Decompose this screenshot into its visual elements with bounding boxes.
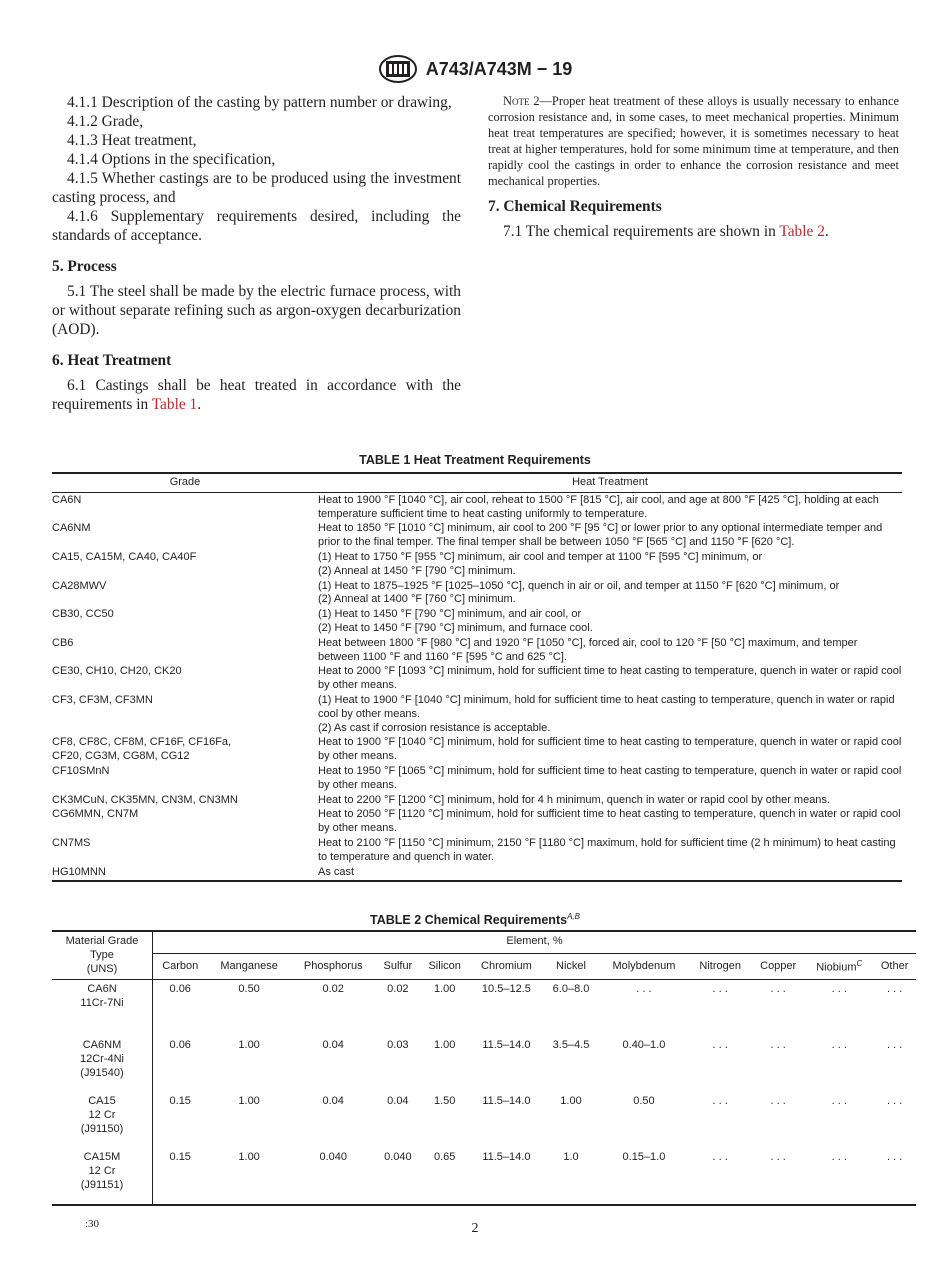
element-value-cell: . . . [751,1148,805,1205]
heat-treatment-alternative-text: (2) Anneal at 1400 °F [760 °C] minimum. [318,593,516,606]
column-header-material-grade [52,931,153,980]
grade-text: CK3MCuN, CK35MN, CN3M, CN3MN [52,793,238,806]
section-7-body: 7.1 The chemical requirements are shown in [503,223,780,240]
grade-text: CA6N [52,493,82,506]
element-value-cell: . . . [886,1095,903,1108]
section-7-text [488,222,899,241]
column-header-carbon [153,953,208,980]
column-header-label: Nickel [556,959,586,972]
table-2-title-footnote: A,B [567,912,580,921]
column-header-copper [751,953,805,980]
table-row [52,636,902,665]
element-value-cell: 6.0–8.0 [552,983,590,996]
grade-cell [52,521,318,550]
table-row [52,521,902,550]
grade-text: CF3, CF3M, CF3MN [52,693,153,706]
heat-treatment-cell [318,693,902,735]
grade-text: CA28MWV [52,579,107,592]
heat-treatment-text: Heat to 2050 °F [1120 °C] minimum, hold for sufficient time to heat casting to temperature, quench in water or rapid cool by other means. [318,808,901,835]
material-grade-line: CA6N [87,983,117,996]
grade-text: CF8, CF8C, CF8M, CF16F, CF16Fa, [52,736,232,749]
element-value-cell: 0.02 [387,983,409,996]
heat-treatment-alternative-text: (2) Heat to 1450 °F [790 °C] minimum, and furnace cool. [318,621,593,634]
grade-text: CB6 [52,636,74,649]
heat-treatment-cell [318,807,902,836]
element-value-cell: 3.5–4.5 [552,1039,590,1052]
grade-text-continued: CF20, CG3M, CG8M, CG12 [52,750,190,763]
grade-cell [52,735,318,764]
material-grade-line: 12Cr-4Ni [79,1053,124,1066]
element-value-cell: . . . [712,1095,728,1108]
niobium-footnote: C [856,959,863,969]
material-grade-line: CA15M [83,1151,121,1164]
material-grade-cell [52,1148,153,1205]
element-value-cell: 0.04 [322,1039,344,1052]
grade-text: CG6MMN, CN7M [52,808,139,821]
table-row [52,980,916,1037]
column-header-label: Niobium [816,962,857,974]
column-header-label: Molybdenum [612,959,676,972]
element-value-cell: . . . [886,983,903,996]
element-value-cell: . . . [831,1039,847,1052]
section-7-title: 7. Chemical Requirements [488,198,662,215]
table-row [52,836,902,865]
grade-cell [52,664,318,693]
material-grade-line: CA6NM [82,1039,122,1052]
column-header-label: Nitrogen [699,959,741,972]
element-value-cell: . . . [689,1148,751,1205]
element-value-cell: . . . [770,1095,786,1108]
heat-treatment-text: Heat to 1950 °F [1065 °C] minimum, hold for sufficient time to heat casting to temperature, quench in water or rapid cool by other means. [318,764,902,791]
element-value-cell: . . . [770,1039,786,1052]
table-row [52,807,902,836]
element-value-cell: 10.5–12.5 [481,983,531,996]
element-value-cell: . . . [805,1148,873,1205]
heat-treatment-cell [318,836,902,865]
element-value-cell: 1.00 [433,983,456,996]
table-2-title-text: TABLE 2 Chemical Requirements [370,913,568,928]
table-row [52,865,902,882]
heat-treatment-text: (1) Heat to 1900 °F [1040 °C] minimum, hold for sufficient time to heat casting to temperature, quench in water or rapid cool by other means. [318,693,895,720]
astm-logo-icon [378,54,418,84]
element-value-cell: . . . [873,1148,916,1205]
heat-treatment-cell [318,579,902,608]
table-2-title [0,912,950,927]
section-6-body: 6.1 Castings shall be heat treated in accordance with the requirements in [52,377,461,413]
column-header-silicon [420,953,469,980]
item-4-1-2: 4.1.2 Grade, [67,113,144,130]
grade-cell [52,793,318,808]
element-value-cell: . . . [770,983,786,996]
grade-cell [52,492,318,521]
element-value-cell: . . . [831,1095,847,1108]
table-row [52,550,902,579]
table-2-header-row-elements [52,953,916,980]
heat-treatment-cell [318,664,902,693]
element-value-cell: 11.5–14.0 [482,1039,531,1052]
header-line-type: Type [90,948,114,961]
element-value-cell: 1.00 [560,1095,582,1108]
grade-cell [52,693,318,735]
material-grade-line: (J91151) [80,1178,124,1191]
heat-treatment-cell [318,521,902,550]
section-5-title: 5. Process [52,258,117,275]
heat-treatment-alternative-text: (2) As cast if corrosion resistance is acceptable. [318,721,551,734]
material-grade-cell [52,980,153,1037]
grade-cell [52,579,318,608]
header-line-material-grade: Material Grade [65,935,139,947]
column-header-heat-treatment: Heat Treatment [318,473,902,492]
heat-treatment-text: (1) Heat to 1450 °F [790 °C] minimum, and air cool, or [318,608,582,621]
section-7-end: . [824,223,829,240]
table-row [52,793,902,808]
table-2-header-row-top [52,931,916,953]
element-value-cell: 0.40–1.0 [622,1039,666,1052]
heat-treatment-alternative-text: (2) Anneal at 1450 °F [790 °C] minimum. [318,564,516,577]
table-row [52,607,902,636]
material-grade-line: 11Cr-7Ni [80,997,124,1010]
heat-treatment-cell [318,636,902,665]
element-value-cell: 0.50 [633,1095,655,1108]
column-header-label: Sulfur [383,959,413,972]
element-value-cell: 0.15 [169,1095,191,1108]
element-value-cell: 0.15 [153,1148,208,1205]
material-grade-line: (J91150) [80,1122,124,1135]
heat-treatment-cell [318,492,902,521]
element-value-cell: . . . [831,983,847,996]
grade-text: CE30, CH10, CH20, CK20 [52,665,182,678]
footer-code: :30 [85,1218,100,1230]
heat-treatment-text: Heat to 2000 °F [1093 °C] minimum, hold for sufficient time to heat casting to temperature, quench in water or rapid cool by other means. [318,665,902,692]
note-2-text: —Proper heat treatment of these alloys is usually necessary to enhance corrosion resistance and, in some cases, to meet mechanical properties. Minimum heat treat temperatures are specified; however, it is sometimes necessary to heat treat at higher temperatures, hold for some minimum time at temperature, and then rapidly cool the castings in order to enhance the corrosion resistance and meet mechanical properties. [488,94,899,188]
document-id: A743/A743M − 19 [425,58,573,79]
grade-cell [52,807,318,836]
element-value-cell: . . . [886,1039,903,1052]
material-grade-cell [52,1092,153,1148]
column-header-label: Carbon [162,959,199,972]
table-row [52,1148,916,1205]
element-value-cell: . . . [712,1039,728,1052]
item-4-1-6: 4.1.6 Supplementary requirements desired, including the standards of acceptance. [52,208,461,244]
grade-text: CF10SMnN [52,764,110,777]
heat-treatment-cell [318,607,902,636]
grade-text: CN7MS [52,836,91,849]
material-grade-cell [52,1036,153,1092]
heat-treatment-text: (1) Heat to 1750 °F [955 °C] minimum, air cool and temper at 1100 °F [595 °C] minimum, or [318,550,763,563]
element-value-cell: 0.15–1.0 [599,1148,690,1205]
column-header-molybdenum [599,953,690,980]
section-6-text [52,376,461,414]
grade-text: CB30, CC50 [52,608,114,621]
element-value-cell: 0.06 [169,1039,191,1052]
element-value-cell: . . . [636,983,652,996]
grade-text: HG10MNN [52,865,106,878]
grade-cell [52,865,318,882]
table-row [52,664,902,693]
heat-treatment-cell [318,550,902,579]
element-value-cell: 0.040 [291,1148,376,1205]
material-grade-line: (J91540) [80,1066,124,1079]
column-header-label: Manganese [220,959,278,972]
heat-treatment-text: Heat between 1800 °F [980 °C] and 1920 °F [1050 °C], forced air, cool to 120 °F [50 °C] maximum, and temper between 1100 °F and 1160 °F [595 °C and 625 °C]. [318,636,858,663]
heat-treatment-text: Heat to 1900 °F [1040 °C] minimum, hold for sufficient time to heat casting to temperature, quench in water or rapid cool by other means. [318,736,902,763]
element-value-cell: 0.040 [376,1148,420,1205]
section-5-text: 5.1 The steel shall be made by the electric furnace process, with or without separate refining such as argon-oxygen decarburization (AOD). [52,283,461,338]
column-header-manganese [207,953,290,980]
grade-text: CA15, CA15M, CA40, CA40F [52,550,197,563]
element-value-cell: 1.50 [433,1095,456,1108]
element-value-cell: 0.04 [387,1095,409,1108]
column-header-phosphorus [291,953,376,980]
grade-text: CA6NM [52,522,91,535]
item-4-1-3: 4.1.3 Heat treatment, [67,132,197,149]
heat-treatment-text: Heat to 1850 °F [1010 °C] minimum, air cool to 200 °F [95 °C] or lower prior to any optional intermediate temper and prior to the final temper. The final temper shall be between 1050 °F [565 °C] and 1150 °F [620 °C]. [318,522,883,549]
heat-treatment-cell [318,865,902,882]
grade-cell [52,607,318,636]
table-row [52,693,902,735]
column-header-chromium [469,953,543,980]
element-value-cell: . . . [712,983,728,996]
column-header-grade: Grade [52,473,318,492]
table-row [52,579,902,608]
table-row [52,764,902,793]
table-row [52,1036,916,1092]
table-1-title: TABLE 1 Heat Treatment Requirements [359,453,591,467]
column-header-nickel [543,953,598,980]
left-column [52,93,461,414]
table-2-link[interactable]: Table 2 [779,223,825,240]
material-grade-line: 12 Cr [88,1165,116,1178]
element-value-cell: 1.00 [238,1095,260,1108]
column-header-sulfur [376,953,420,980]
grade-cell [52,764,318,793]
column-header-label: Chromium [481,959,532,972]
element-value-cell: 0.50 [238,983,260,996]
table-row [52,735,902,764]
note-2 [488,93,899,189]
table-row [52,1092,916,1148]
right-column [488,93,899,241]
heat-treatment-text: Heat to 1900 °F [1040 °C], air cool, reheat to 1500 °F [815 °C], air cool, and age at 800 °F [425 °C], holding at each temperature sufficient time to heat casting uniformly to temperature. [318,493,879,520]
element-value-cell: 0.03 [387,1039,409,1052]
grade-cell [52,636,318,665]
column-header-nitrogen [689,953,751,980]
note-2-label: Note 2 [503,94,540,108]
column-header-niobium [805,953,873,980]
table-1-heat-treatment [52,472,902,882]
heat-treatment-text: Heat to 2100 °F [1150 °C] minimum, 2150 °F [1180 °C] maximum, hold for sufficient time (2 h minimum) to heat casting to temperature and quench in water. [318,836,896,863]
item-4-1-1: 4.1.1 Description of the casting by pattern number or drawing, [67,94,452,111]
item-4-1-4: 4.1.4 Options in the specification, [67,151,276,168]
element-value-cell: 0.02 [322,983,344,996]
element-value-cell: 1.00 [207,1148,290,1205]
column-header-label: Other [880,959,909,972]
element-value-cell: 0.04 [322,1095,344,1108]
grade-cell [52,836,318,865]
page-number: 2 [471,1221,479,1236]
section-6-title: 6. Heat Treatment [52,352,172,369]
element-value-cell: 11.5–14.0 [469,1148,543,1205]
element-value-cell: 11.5–14.0 [482,1095,531,1108]
column-header-label: Phosphorus [303,959,363,972]
item-4-1-5: 4.1.5 Whether castings are to be produced using the investment casting process, and [52,170,461,206]
page-header [0,52,950,86]
table-1-link[interactable]: Table 1 [151,396,198,413]
heat-treatment-cell [318,764,902,793]
element-value-cell: 1.0 [543,1148,598,1205]
element-value-cell: 0.65 [420,1148,469,1205]
material-grade-line: CA15 [88,1095,116,1108]
heat-treatment-text: (1) Heat to 1875–1925 °F [1025–1050 °C], quench in air or oil, and temper at 1150 °F [620 °C] minimum, or [318,579,840,592]
table-2-chemical-requirements [52,930,916,1206]
column-header-other [873,953,916,980]
table-1-header-row [52,473,902,492]
material-grade-line: 12 Cr [88,1109,116,1122]
heat-treatment-text: Heat to 2200 °F [1200 °C] minimum, hold for 4 h minimum, quench in water or rapid cool by other means. [318,793,830,806]
heat-treatment-cell [318,793,902,808]
heat-treatment-text: As cast [318,865,355,878]
grade-cell [52,550,318,579]
table-row [52,492,902,521]
element-value-cell: 0.06 [169,983,191,996]
column-group-element-percent: Element, % [153,931,917,953]
element-value-cell: 1.00 [238,1039,260,1052]
column-header-label: Silicon [428,959,461,972]
element-value-cell: 1.00 [433,1039,456,1052]
heat-treatment-cell [318,735,902,764]
header-line-uns: (UNS) [86,962,118,975]
column-header-label: Copper [760,959,797,972]
section-6-end: . [197,396,202,413]
